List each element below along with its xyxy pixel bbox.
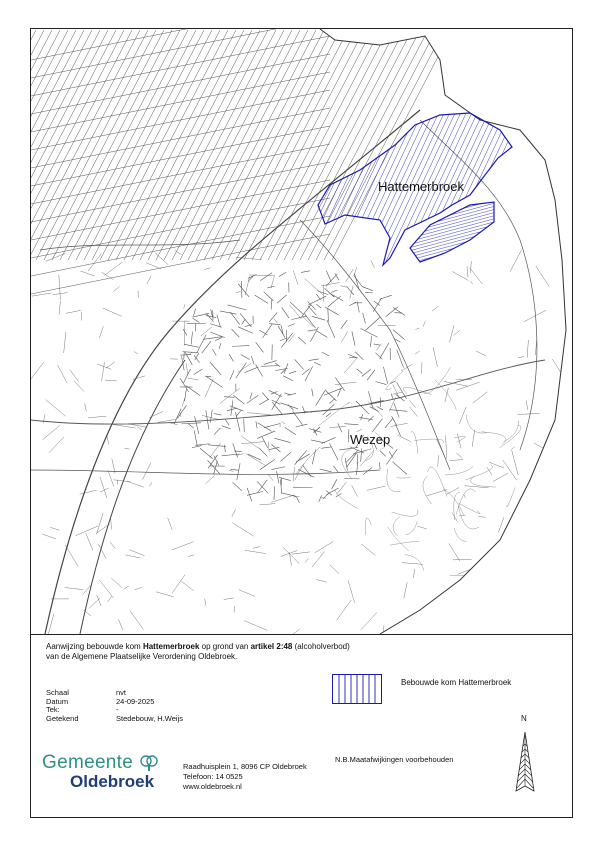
meta-value: 24-09-2025 (116, 696, 155, 706)
description-article: artikel 2:48 (250, 642, 293, 651)
meta-key: Tek: (46, 705, 60, 715)
map-description (46, 642, 516, 662)
legend-swatch (332, 674, 382, 704)
place-label-hattemerbroek: Hattemerbroek (378, 179, 464, 194)
disclaimer-note: N.B.Maatafwijkingen voorbehouden (335, 755, 454, 764)
title-block (30, 634, 573, 818)
description-mid: op grond van (199, 642, 251, 651)
meta-value: - (116, 705, 119, 715)
meta-value: nvt (116, 688, 127, 697)
legend-swatch-hatch (333, 675, 381, 703)
logo-line2: Oldebroek (70, 772, 155, 791)
contact-phone: Telefoon: 14 0525 (183, 772, 243, 781)
meta-key: Schaal (46, 688, 69, 697)
north-label: N (521, 714, 527, 723)
gemeente-logo (42, 752, 172, 792)
meta-row (46, 715, 183, 724)
contact-info (183, 762, 307, 792)
meta-key: Getekend (46, 713, 79, 723)
description-line2: van de Algemene Plaatselijke Verordening Oldebroek. (46, 652, 238, 661)
description-suffix: (alcoholverbod) (292, 642, 350, 651)
description-prefix: Aanwijzing bebouwde kom (46, 642, 143, 651)
legend-label: Bebouwde kom Hattemerbroek (401, 678, 512, 687)
meta-value: Stedebouw, H.Weijs (116, 713, 183, 723)
place-label-wezep: Wezep (350, 432, 391, 447)
north-arrow-icon (510, 716, 540, 796)
contact-address: Raadhuisplein 1, 8096 CP Oldebroek (183, 762, 307, 771)
meta-table (46, 689, 183, 723)
tree-emblem-icon (140, 754, 158, 772)
contact-website: www.oldebroek.nl (183, 782, 242, 791)
logo-line1: Gemeente (42, 752, 134, 773)
meta-key: Datum (46, 696, 69, 706)
meta-row (46, 698, 183, 707)
description-place: Hattemerbroek (142, 642, 200, 651)
